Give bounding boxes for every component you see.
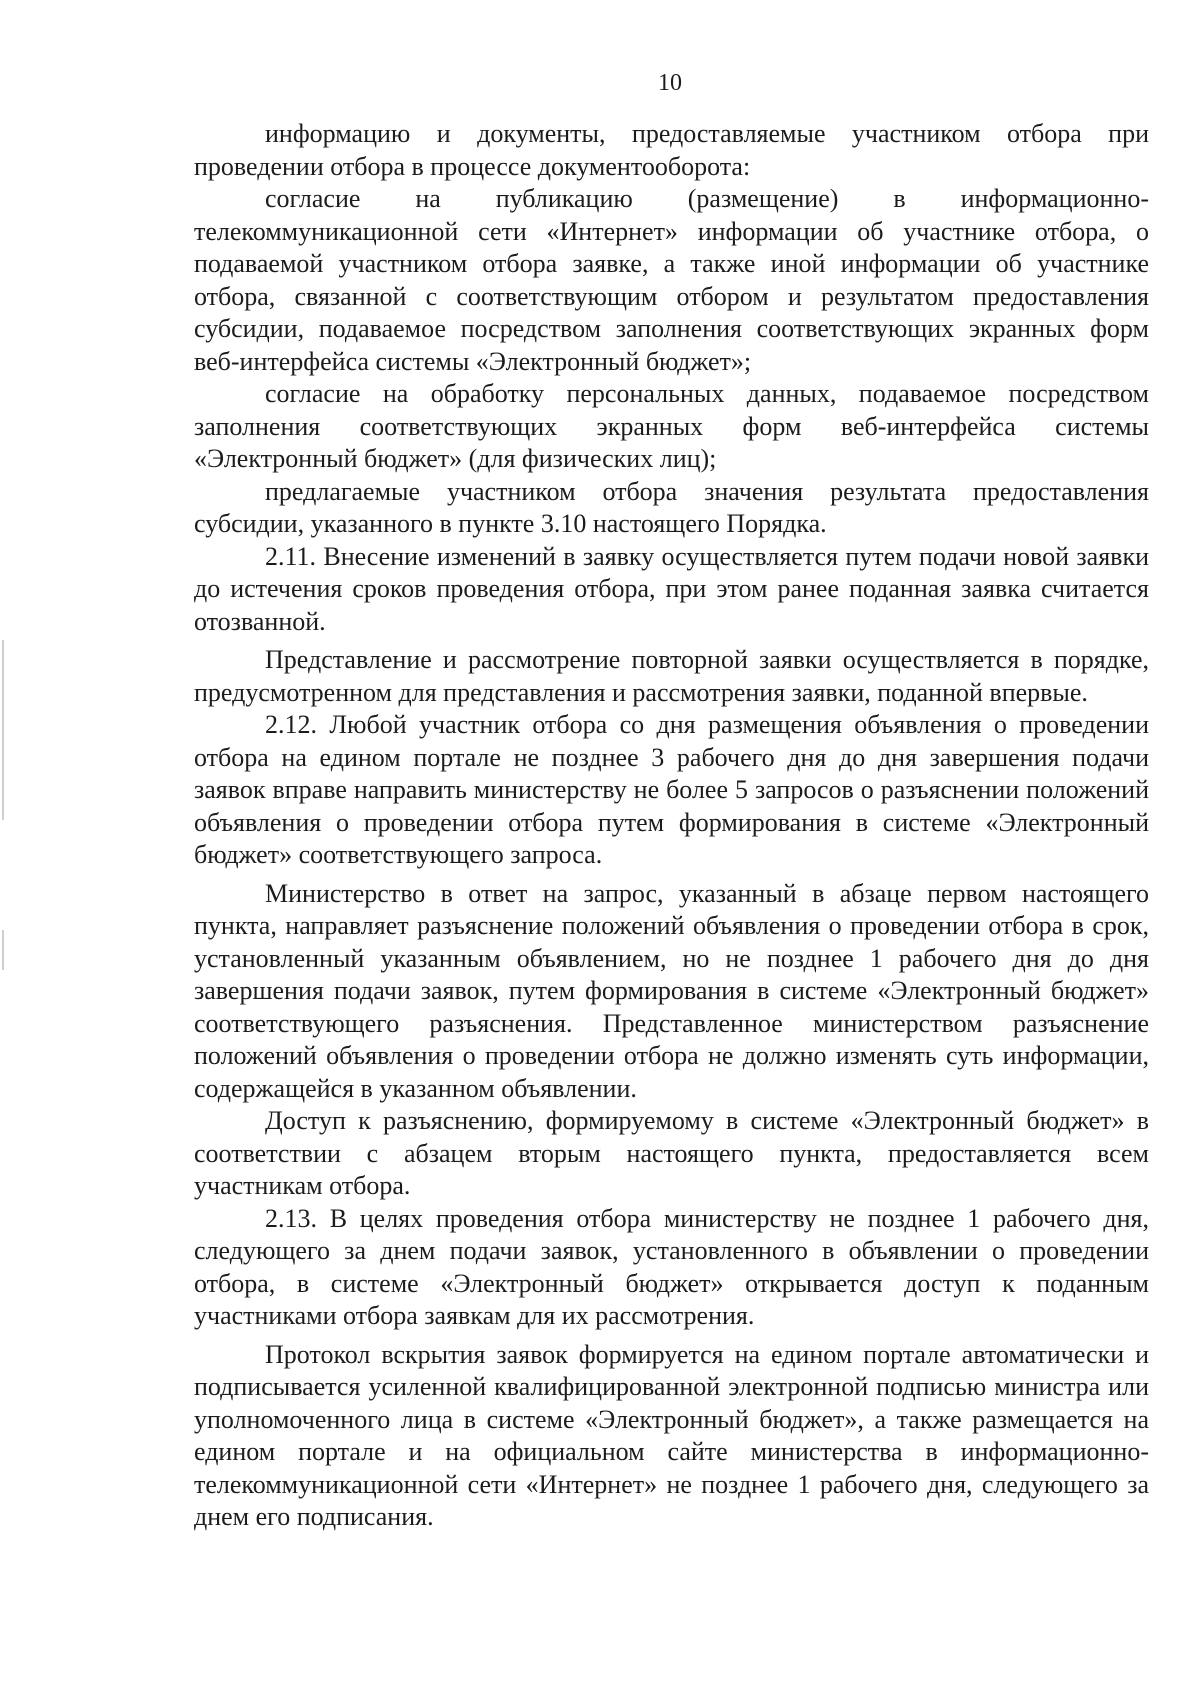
paragraph: 2.12. Любой участник отбора со дня размещения объявления о проведении отбора на едином портале не позднее 3 рабочего дня до дня завершения подачи заявок вправе направить министерству не более 5 запросов о разъяснении положений объявления о проведении отбора путем формирования в системе «Электронный бюджет» соответствующего запроса. (194, 710, 1149, 869)
paragraph: информацию и документы, предоставляемые участником отбора при проведении отбора в процессе документооборота: (194, 119, 1149, 181)
scan-edge-mark (2, 640, 4, 820)
paragraph: Протокол вскрытия заявок формируется на едином портале автоматически и подписывается усиленной квалифицированной электронной подписью министра или уполномоченного лица в системе «Электронный бюджет», а также размещается на едином портале и на официальном сайте министерства в информационно-телекоммуникационной сети «Интернет» не позднее 1 рабочего дня, следующего за днем его подписания. (194, 1339, 1149, 1531)
paragraph: Министерство в ответ на запрос, указанный в абзаце первом настоящего пункта, направляет разъяснение положений объявления о проведении отбора в срок, установленный указанным объявлением, но не позднее 1 рабочего дня до дня завершения подачи заявок, путем формирования в системе «Электронный бюджет» соответствующего разъяснения. Представленное министерством разъяснение положений объявления о проведении отбора не должно изменять суть информации, содержащейся в указанном объявлении. (194, 878, 1149, 1103)
paragraph: согласие на публикацию (размещение) в информационно-телекоммуникационной сети «Интернет» информации об участнике отбора, о подаваемой участником отбора заявке, а также иной информации об участнике отбора, связанной с соответствующим отбором и результатом предоставления субсидии, подаваемое посредством заполнения соответствующих экранных форм веб-интерфейса системы «Электронный бюджет»; (194, 184, 1149, 376)
page-number: 10 (658, 70, 682, 96)
document-body (194, 118, 1149, 1534)
paragraph: Представление и рассмотрение повторной заявки осуществляется в порядке, предусмотренном для представления и рассмотрения заявки, поданной впервые. (194, 645, 1149, 707)
paragraph: 2.13. В целях проведения отбора министерству не позднее 1 рабочего дня, следующего за днем подачи заявок, установленного в объявлении о проведении отбора, в системе «Электронный бюджет» открывается доступ к поданным участниками отбора заявкам для их рассмотрения. (194, 1203, 1149, 1330)
scan-edge-mark (2, 930, 4, 970)
paragraph: согласие на обработку персональных данных, подаваемое посредством заполнения соответствующих экранных форм веб-интерфейса системы «Электронный бюджет» (для физических лиц); (194, 379, 1149, 473)
paragraph: Доступ к разъяснению, формируемому в системе «Электронный бюджет» в соответствии с абзацем вторым настоящего пункта, предоставляется всем участникам отбора. (194, 1106, 1149, 1200)
paragraph: 2.11. Внесение изменений в заявку осуществляется путем подачи новой заявки до истечения сроков проведения отбора, при этом ранее поданная заявка считается отозванной. (194, 541, 1149, 636)
paragraph: предлагаемые участником отбора значения результата предоставления субсидии, указанного в пункте 3.10 настоящего Порядка. (194, 476, 1149, 538)
